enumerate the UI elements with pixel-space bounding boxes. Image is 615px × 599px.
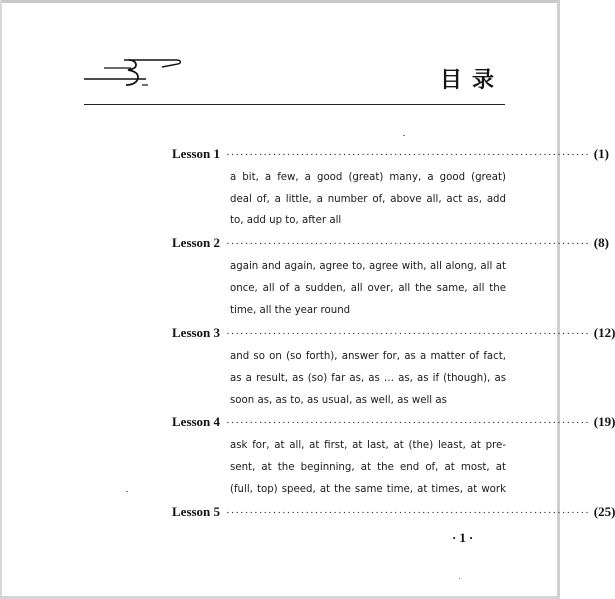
lesson-page-number: (19)	[593, 414, 615, 429]
lesson-phrase-line: sent, at the beginning, at the end of, at most, at	[230, 462, 506, 473]
dot-leader: ··············································································	[226, 238, 590, 250]
dot-leader: ··············································································	[226, 417, 590, 429]
dot-leader: ··············································································	[226, 507, 590, 519]
dot-leader: ··············································································	[226, 328, 590, 340]
lesson-page-number: (25)	[593, 504, 615, 519]
lesson-label: Lesson 4	[172, 414, 221, 429]
toc-lesson-4[interactable]	[172, 414, 615, 432]
toc-lesson-5[interactable]	[172, 504, 615, 522]
lesson-page-number: (1)	[593, 146, 609, 161]
lesson-phrase-line: as a result, as (so) far as, as … as, as if (though), as	[230, 373, 506, 384]
toc-lesson-2[interactable]	[172, 235, 609, 253]
page-number: ·1·	[452, 530, 477, 545]
lesson-phrase-line: to, add up to, after all	[230, 215, 342, 226]
lesson-phrase-line: deal of, a little, a number of, above all, act as, add	[230, 194, 506, 205]
lesson-page-number: (8)	[593, 235, 609, 250]
dot-leader: ··············································································	[226, 149, 590, 161]
lesson-label: Lesson 3	[172, 325, 221, 340]
lesson-label: Lesson 5	[172, 504, 221, 519]
lesson-phrase-line: and so on (so forth), answer for, as a matter of fact,	[230, 351, 506, 362]
lesson-phrase-line: soon as, as to, as usual, as well, as well as	[230, 395, 447, 406]
lesson-label: Lesson 1	[172, 146, 221, 161]
toc-lesson-1[interactable]	[172, 146, 609, 164]
page-title: 目录	[439, 68, 504, 93]
lesson-page-number: (12)	[593, 325, 615, 340]
lesson-phrase-line: a bit, a few, a good (great) many, a good (great)	[230, 172, 506, 183]
lesson-phrase-line: again and again, agree to, agree with, all along, all at	[230, 261, 506, 272]
lesson-phrase-line: time, all the year round	[230, 305, 351, 316]
lesson-phrase-line: (full, top) speed, at the same time, at times, at work	[230, 484, 506, 495]
lesson-phrase-line: ask for, at all, at first, at last, at (the) least, at pre-	[230, 440, 506, 451]
lesson-phrase-line: once, all of a sudden, all over, all the same, all the	[230, 283, 506, 294]
lesson-label: Lesson 2	[172, 235, 221, 250]
toc-lesson-3[interactable]	[172, 325, 615, 343]
